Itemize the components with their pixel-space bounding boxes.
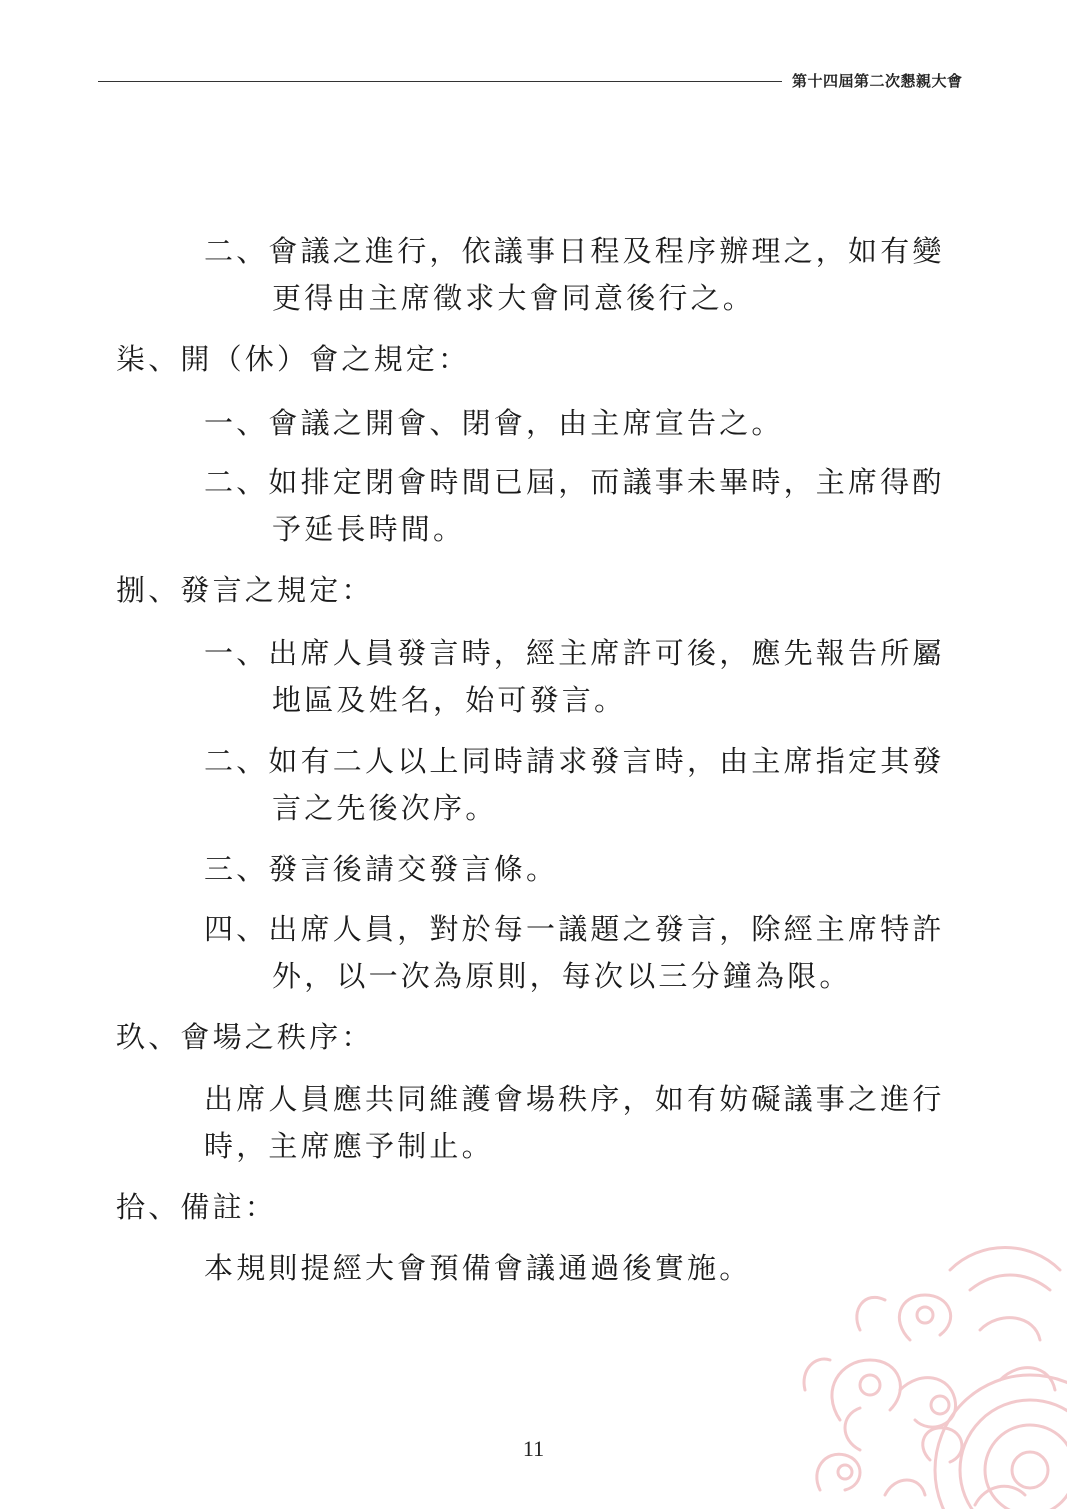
- item-7b-1: 一、會議之開會、閉會，由主席宣告之。: [204, 406, 784, 440]
- item-8-3: 三、發言後請交發言條。: [204, 852, 559, 886]
- header-title: 第十四屆第二次懇親大會: [792, 72, 963, 90]
- page-number: 11: [522, 1436, 545, 1461]
- item-8-1-line2: 地區及姓名，始可發言。: [272, 683, 627, 717]
- section-9-body-line1: 出席人員應共同維護會場秩序，如有妨礙議事之進行: [204, 1082, 945, 1116]
- item-8-1-line1: 一、出席人員發言時，經主席許可後，應先報告所屬: [204, 636, 945, 670]
- floral-ornament-icon: [800, 1210, 1067, 1509]
- section-10-heading: 拾、備註：: [116, 1190, 278, 1224]
- item-8-4-line2: 外，以一次為原則，每次以三分鐘為限。: [272, 959, 852, 993]
- section-9-body-line2: 時，主席應予制止。: [204, 1129, 494, 1163]
- item-8-2-line1: 二、如有二人以上同時請求發言時，由主席指定其發: [204, 744, 945, 778]
- item-8-2-line2: 言之先後次序。: [272, 791, 498, 825]
- header-rule: [98, 81, 782, 82]
- section-7-heading: 柒、開（休）會之規定：: [116, 342, 471, 376]
- section-10-body: 本規則提經大會預備會議通過後實施。: [204, 1251, 752, 1285]
- item-7-2-line2: 更得由主席徵求大會同意後行之。: [272, 281, 756, 315]
- item-7b-2-line1: 二、如排定閉會時間已屆，而議事未畢時，主席得酌: [204, 465, 945, 499]
- item-7b-2-line2: 予延長時間。: [272, 512, 466, 546]
- section-8-heading: 捌、發言之規定：: [116, 573, 374, 607]
- item-8-4-line1: 四、出席人員，對於每一議題之發言，除經主席特許: [204, 912, 945, 946]
- item-7-2-line1: 二、會議之進行，依議事日程及程序辦理之，如有變: [204, 234, 945, 268]
- section-9-heading: 玖、會場之秩序：: [116, 1020, 374, 1054]
